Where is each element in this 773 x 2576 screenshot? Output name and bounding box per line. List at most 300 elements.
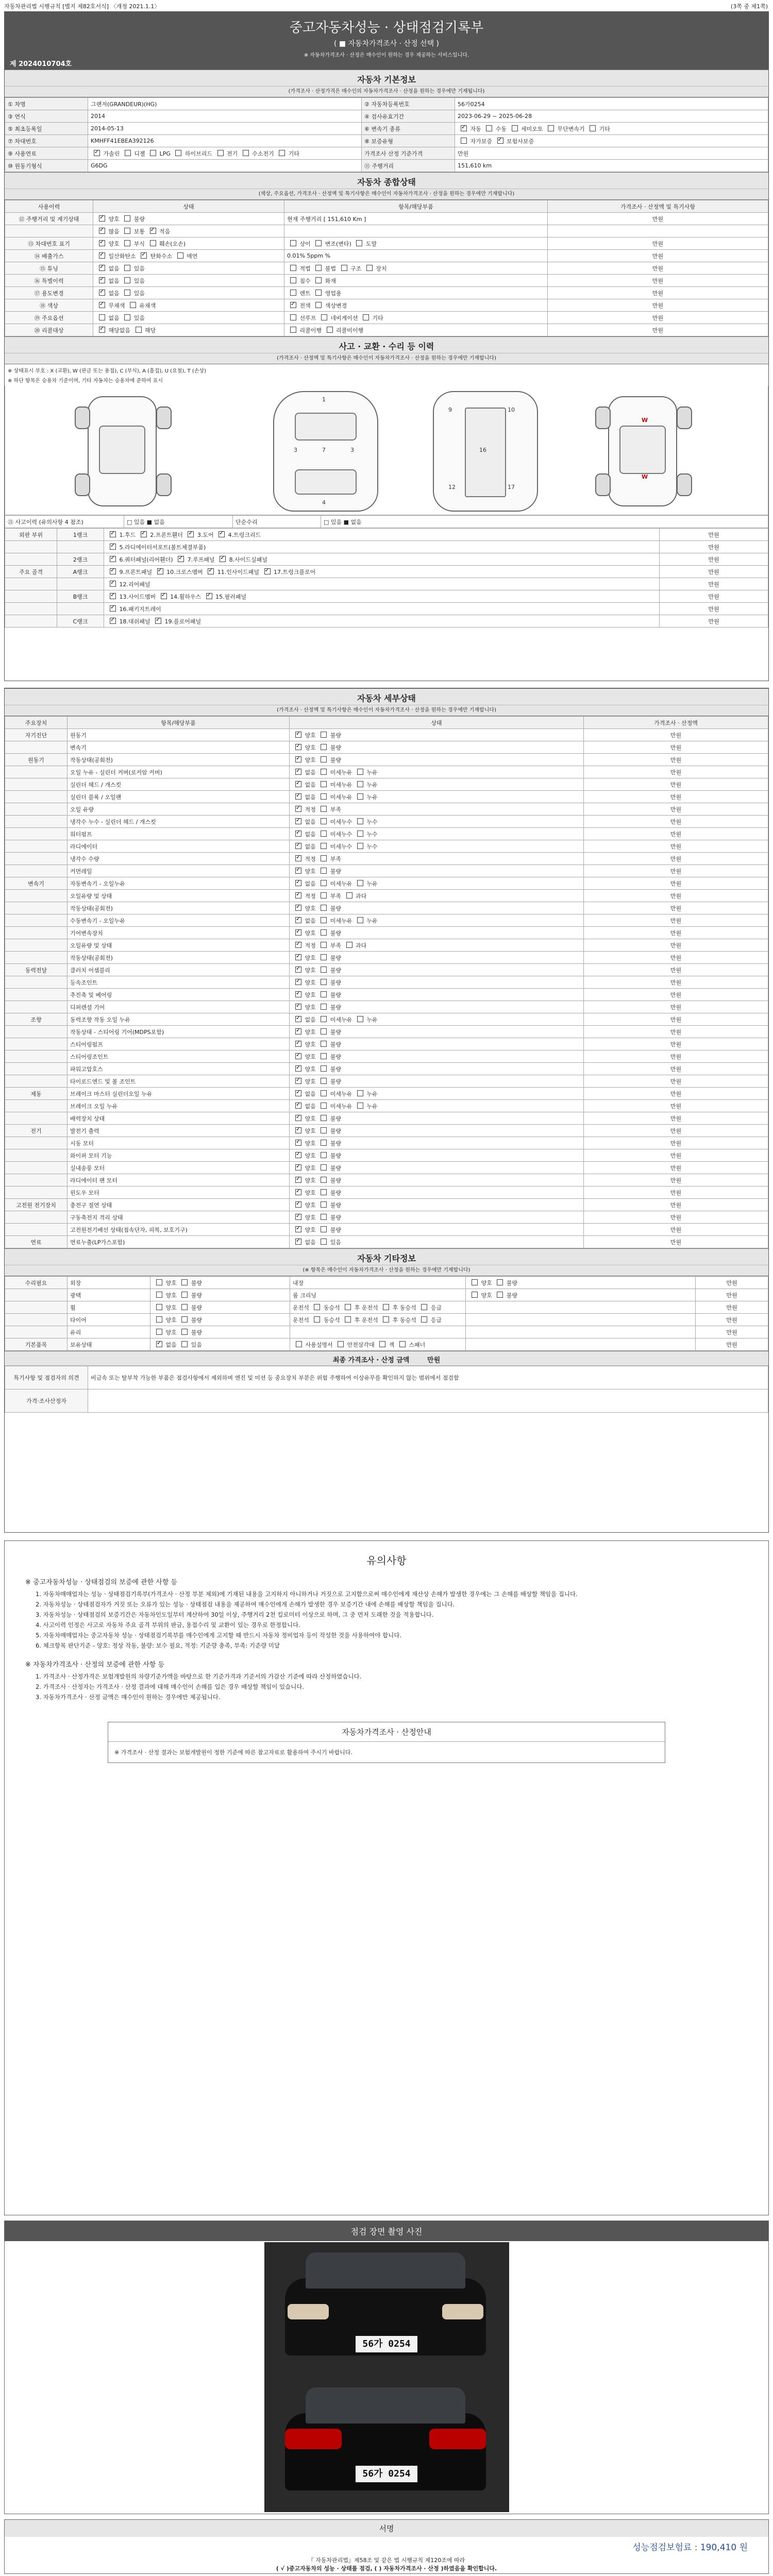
unchecked-box-icon bbox=[321, 979, 327, 985]
checked-box-icon bbox=[295, 929, 301, 936]
accident-legend-2: ※ 하단 항목은 승용차 기준이며, 기타 자동차는 승용차에 준하여 표시 bbox=[8, 378, 163, 384]
unchecked-box-icon bbox=[321, 1177, 327, 1183]
part-group bbox=[5, 553, 57, 566]
unchecked-box-icon bbox=[290, 265, 296, 271]
checked-box-icon bbox=[219, 531, 225, 537]
etc-item: 외장 bbox=[68, 1277, 150, 1289]
detail-row bbox=[5, 890, 768, 902]
title-bar bbox=[5, 12, 768, 70]
overall-item: ⑫ 주행거리 및 계기상태 bbox=[5, 213, 93, 225]
detail-price: 만원 bbox=[584, 1174, 768, 1187]
part-price: 만원 bbox=[660, 553, 768, 566]
part-group bbox=[5, 590, 57, 603]
checked-box-icon bbox=[141, 252, 147, 259]
notice-section bbox=[4, 1540, 769, 2215]
detail-price: 만원 bbox=[584, 729, 768, 741]
detail-row bbox=[5, 816, 768, 828]
etc-row bbox=[5, 1301, 768, 1314]
detail-row bbox=[5, 1013, 768, 1026]
detail-row bbox=[5, 989, 768, 1001]
overall-item: ⑬ 차대번호 표기 bbox=[5, 238, 93, 250]
checked-box-icon bbox=[295, 793, 301, 800]
accident-history-label: ㉑ 사고이력 (유의사항 4 참조) bbox=[5, 516, 124, 528]
checked-box-icon bbox=[295, 979, 301, 985]
detail-part: 워터펌프 bbox=[68, 828, 290, 840]
detail-state: ✓ 양호 불량 bbox=[290, 1149, 584, 1162]
detail-state: ✓ 양호 불량 bbox=[290, 1174, 584, 1187]
part-rank: 1랭크 bbox=[57, 529, 104, 541]
overall-row bbox=[5, 225, 768, 238]
part-rank: B랭크 bbox=[57, 590, 104, 603]
checked-box-icon bbox=[110, 593, 116, 599]
unchecked-box-icon bbox=[321, 967, 327, 973]
detail-row bbox=[5, 877, 768, 890]
checked-box-icon bbox=[295, 1115, 301, 1121]
checked-box-icon bbox=[188, 531, 194, 537]
unchecked-box-icon bbox=[472, 1279, 478, 1285]
detail-device: 자기진단 bbox=[5, 729, 68, 741]
basic-info-row bbox=[5, 160, 768, 172]
detail-price: 만원 bbox=[584, 791, 768, 803]
detail-part: 오일 유량 bbox=[68, 803, 290, 816]
detail-row bbox=[5, 791, 768, 803]
unchecked-box-icon bbox=[124, 228, 130, 234]
overall-price: 만원 bbox=[548, 287, 768, 299]
detail-row bbox=[5, 853, 768, 865]
checked-box-icon bbox=[295, 1053, 301, 1059]
overall-state: ✓ 양호 불량 bbox=[93, 213, 284, 225]
notice-subtitle-2: ※ 자동차가격조사 · 산정의 보증에 관한 사항 등 bbox=[25, 1661, 164, 1669]
detail-device bbox=[5, 890, 68, 902]
detail-part: 브레이크 마스터 실린더오일 누유 bbox=[68, 1088, 290, 1100]
checked-box-icon bbox=[295, 1226, 301, 1232]
detail-part: 실내송풍 모터 bbox=[68, 1162, 290, 1174]
part-price: 만원 bbox=[660, 529, 768, 541]
overall-item: ⑰ 용도변경 bbox=[5, 287, 93, 299]
basic-value: 2014 bbox=[88, 110, 362, 123]
detail-part: 오일 누유 - 실린더 커버(로커암 커버) bbox=[68, 766, 290, 778]
detail-part: 커먼레일 bbox=[68, 865, 290, 877]
detail-row bbox=[5, 1236, 768, 1248]
checked-box-icon bbox=[99, 252, 105, 259]
unchecked-box-icon bbox=[321, 905, 327, 911]
checked-box-icon bbox=[157, 568, 163, 574]
detail-row bbox=[5, 927, 768, 939]
detail-state: ✓ 양호 불량 bbox=[290, 1125, 584, 1137]
detail-price: 만원 bbox=[584, 1088, 768, 1100]
accident-history-value: □ 있음 ■ 없음 bbox=[124, 516, 233, 528]
detail-state: ✓ 없음 미세누수 누수 bbox=[290, 816, 584, 828]
unchecked-box-icon bbox=[341, 265, 347, 271]
detail-price: 만원 bbox=[584, 1050, 768, 1063]
unchecked-box-icon bbox=[136, 327, 142, 333]
etc-item: 보유상태 bbox=[68, 1338, 150, 1351]
part-rank: C랭크 bbox=[57, 615, 104, 628]
unchecked-box-icon bbox=[315, 265, 322, 271]
unchecked-box-icon bbox=[345, 1304, 351, 1310]
etc-price: 만원 bbox=[696, 1289, 768, 1301]
detail-row bbox=[5, 741, 768, 754]
overall-price: 만원 bbox=[548, 324, 768, 336]
detail-row bbox=[5, 828, 768, 840]
detail-price: 만원 bbox=[584, 816, 768, 828]
detail-part: 발전기 출력 bbox=[68, 1125, 290, 1137]
detail-row bbox=[5, 976, 768, 989]
overall-row bbox=[5, 312, 768, 324]
part-rank bbox=[57, 541, 104, 553]
detail-state: ✓ 적정 부족 과다 bbox=[290, 890, 584, 902]
overall-detail: 0.01% 5ppm % bbox=[284, 250, 548, 262]
detail-price: 만원 bbox=[584, 877, 768, 890]
detail-part: 동력조향 작동 오일 누유 bbox=[68, 1013, 290, 1026]
page-two bbox=[4, 688, 769, 1533]
unchecked-box-icon bbox=[296, 1341, 302, 1347]
overall-detail: 선루프 네비게이션 기타 bbox=[284, 312, 548, 324]
detail-part: 등속조인트 bbox=[68, 976, 290, 989]
notice-item: 1. 자동차매매업자는 성능 · 상태점검기록부(가격조사 · 산정 부분 제외)에 기재된 내용을 고지하지 아니하거나 거짓으로 고지함으로써 매수인에게 재산상 손해가 발생한 경우에는 그 손해를 배상할 책임을 집니다. bbox=[36, 1590, 578, 1598]
detail-state: ✓ 양호 불량 bbox=[290, 1001, 584, 1013]
basic-info-row bbox=[5, 147, 768, 160]
unchecked-box-icon bbox=[357, 1016, 363, 1022]
unchecked-box-icon bbox=[177, 252, 183, 259]
part-group bbox=[5, 541, 57, 553]
overall-item: ⑲ 주요옵션 bbox=[5, 312, 93, 324]
checked-box-icon bbox=[295, 1127, 301, 1133]
etc-item-2: 운전석 동승석 후 운전석 후 동승석 응급 bbox=[290, 1301, 466, 1314]
unchecked-box-icon bbox=[383, 1304, 389, 1310]
document-title: 중고자동차성능 · 상태점검기록부 bbox=[289, 20, 484, 36]
detail-row bbox=[5, 1063, 768, 1075]
part-price: 만원 bbox=[660, 590, 768, 603]
detail-device: 전기 bbox=[5, 1125, 68, 1137]
unchecked-box-icon bbox=[356, 240, 362, 246]
signature-heading: 서명 bbox=[5, 2520, 768, 2537]
etc-state: ✓ 없음 있음 bbox=[150, 1338, 290, 1351]
etc-table bbox=[5, 1276, 768, 1351]
checked-box-icon bbox=[110, 531, 116, 537]
unchecked-box-icon bbox=[321, 1103, 327, 1109]
detail-row bbox=[5, 1187, 768, 1199]
detail-part: 작동상태(공회전) bbox=[68, 952, 290, 964]
unchecked-box-icon bbox=[512, 125, 518, 131]
detail-row bbox=[5, 1137, 768, 1149]
unchecked-box-icon bbox=[357, 917, 363, 923]
basic-label: ⑧ 보증유형 bbox=[362, 135, 455, 147]
unchecked-box-icon bbox=[321, 314, 327, 320]
detail-row bbox=[5, 1162, 768, 1174]
detail-device bbox=[5, 828, 68, 840]
unchecked-box-icon bbox=[497, 1292, 503, 1298]
unchecked-box-icon bbox=[321, 1140, 327, 1146]
overall-item: ⑮ 튜닝 bbox=[5, 262, 93, 275]
overall-row bbox=[5, 287, 768, 299]
detail-device bbox=[5, 1149, 68, 1162]
unchecked-box-icon bbox=[156, 1292, 162, 1298]
part-price: 만원 bbox=[660, 578, 768, 590]
detail-row bbox=[5, 840, 768, 853]
detail-column-header: 주요장치 bbox=[5, 717, 68, 729]
etc-item-2: 룸 크리닝 bbox=[290, 1289, 466, 1301]
accident-part-row bbox=[5, 541, 768, 553]
checked-box-icon bbox=[99, 327, 105, 333]
checked-box-icon bbox=[295, 831, 301, 837]
basic-value: 그랜저(GRANDEUR)(HG) bbox=[88, 98, 362, 110]
checked-box-icon bbox=[94, 150, 100, 156]
etc-item-2: 내장 bbox=[290, 1277, 466, 1289]
price-guide-text: ※ 가격조사 · 산정 결과는 보험개발원이 정한 기준에 따른 참고자료로 활용하여 주시기 바랍니다. bbox=[114, 1749, 352, 1756]
detail-part: 오일유량 및 상태 bbox=[68, 939, 290, 952]
detail-device bbox=[5, 1187, 68, 1199]
notice-item-2: 2. 가격조사 · 산정자는 가격조사 · 산정 결과에 대해 매수인이 손해를 입은 경우 배상할 책임이 있습니다. bbox=[36, 1683, 305, 1690]
detail-price: 만원 bbox=[584, 1187, 768, 1199]
unchecked-box-icon bbox=[321, 1004, 327, 1010]
detail-row bbox=[5, 1174, 768, 1187]
detail-device bbox=[5, 902, 68, 914]
unchecked-box-icon bbox=[150, 240, 156, 246]
checked-box-icon bbox=[295, 1004, 301, 1010]
car-left-side-diagram bbox=[88, 396, 157, 506]
basic-info-row bbox=[5, 98, 768, 110]
detail-state: ✓ 양호 불량 bbox=[290, 754, 584, 766]
checked-box-icon bbox=[156, 1341, 162, 1347]
checked-box-icon bbox=[295, 1103, 301, 1109]
unchecked-box-icon bbox=[357, 818, 363, 824]
unchecked-box-icon bbox=[321, 855, 327, 861]
etc-row bbox=[5, 1289, 768, 1301]
basic-label: 가격조사 산정 기준가격 bbox=[362, 147, 455, 160]
detail-table bbox=[5, 716, 768, 1248]
notice-items-2 bbox=[5, 1673, 768, 1701]
overall-state: ✓ 양호 부식 훼손(오손) bbox=[93, 238, 284, 250]
basic-value: 만원 bbox=[455, 147, 768, 160]
overall-detail: 상이 변조(변타) 도말 bbox=[284, 238, 548, 250]
detail-state: ✓ 양호 불량 bbox=[290, 1075, 584, 1088]
checked-box-icon bbox=[295, 756, 301, 762]
detail-price: 만원 bbox=[584, 1125, 768, 1137]
unchecked-box-icon bbox=[357, 843, 363, 849]
detail-device bbox=[5, 1063, 68, 1075]
part-price: 만원 bbox=[660, 615, 768, 628]
detail-state: ✓ 양호 불량 bbox=[290, 741, 584, 754]
detail-part: 라디에이터 팬 모터 bbox=[68, 1174, 290, 1187]
overall-table bbox=[5, 200, 768, 336]
unchecked-box-icon bbox=[321, 868, 327, 874]
price-assessor-label: 가격·조사산정자 bbox=[5, 1389, 88, 1413]
checked-box-icon bbox=[110, 568, 116, 574]
part-rank: A랭크 bbox=[57, 566, 104, 578]
detail-heading: 자동차 세부상태 bbox=[5, 688, 768, 705]
detail-price: 만원 bbox=[584, 964, 768, 976]
part-list: ✓ 6.쿼터패널(리어휀더) ✓ 7.루프패널 ✓ 8.사이드실패널 bbox=[104, 553, 660, 566]
part-rank: 2랭크 bbox=[57, 553, 104, 566]
detail-state: ✓ 적정 부족 bbox=[290, 803, 584, 816]
detail-row bbox=[5, 964, 768, 976]
etc-price: 만원 bbox=[696, 1301, 768, 1314]
detail-price: 만원 bbox=[584, 754, 768, 766]
detail-row bbox=[5, 803, 768, 816]
price-guide-heading: 자동차가격조사 · 산정안내 bbox=[108, 1722, 665, 1742]
etc-item: 타이어 bbox=[68, 1314, 150, 1326]
checked-box-icon bbox=[295, 1090, 301, 1096]
detail-state: ✓ 양호 불량 bbox=[290, 1026, 584, 1038]
unchecked-box-icon bbox=[321, 1214, 327, 1220]
notice-title: 유의사항 bbox=[366, 1554, 407, 1567]
etc-row bbox=[5, 1314, 768, 1326]
detail-price: 만원 bbox=[584, 902, 768, 914]
final-amount-label: 최종 가격조사 · 산정 금액 bbox=[332, 1357, 410, 1364]
basic-label: ⑪ 주행거리 bbox=[362, 160, 455, 172]
opinion-text: 비금속 또는 탈부착 가능한 부품은 점검사항에서 제외하며 엔진 및 미션 등 중요장치 부분은 위험 주행하여 이상유무를 확인하지 않는 범위에서 점검함 bbox=[88, 1366, 768, 1389]
detail-device: 동력전달 bbox=[5, 964, 68, 976]
unchecked-box-icon bbox=[399, 1341, 406, 1347]
detail-device: 제동 bbox=[5, 1088, 68, 1100]
detail-part: 충전구 절연 상태 bbox=[68, 1199, 290, 1211]
unchecked-box-icon bbox=[327, 327, 333, 333]
part-rank bbox=[57, 578, 104, 590]
unchecked-box-icon bbox=[315, 290, 322, 296]
checked-box-icon bbox=[295, 954, 301, 960]
detail-state: ✓ 양호 불량 bbox=[290, 976, 584, 989]
unchecked-box-icon bbox=[321, 1189, 327, 1195]
document-subtitle: ( ■ 자동차가격조사 · 산정 선택 ) bbox=[333, 40, 440, 48]
overall-state: ✓ 해당없음 해당 bbox=[93, 324, 284, 336]
detail-part: 배력장치 상태 bbox=[68, 1112, 290, 1125]
detail-state: ✓ 양호 불량 bbox=[290, 1187, 584, 1199]
unchecked-box-icon bbox=[321, 929, 327, 936]
detail-state: ✓ 없음 있음 bbox=[290, 1236, 584, 1248]
detail-price: 만원 bbox=[584, 1162, 768, 1174]
page-one bbox=[4, 11, 769, 681]
detail-part: 타이로드엔드 및 볼 조인트 bbox=[68, 1075, 290, 1088]
checked-box-icon bbox=[295, 1201, 301, 1208]
basic-label: ② 자동차등록번호 bbox=[362, 98, 455, 110]
detail-state: ✓ 양호 불량 bbox=[290, 1162, 584, 1174]
detail-part: 자동변속기 - 오일누유 bbox=[68, 877, 290, 890]
detail-part: 실린더 헤드 / 개스킷 bbox=[68, 778, 290, 791]
detail-part: 구동축전지 격리 상태 bbox=[68, 1211, 290, 1224]
unchecked-box-icon bbox=[243, 150, 249, 156]
detail-price: 만원 bbox=[584, 865, 768, 877]
car-damage-diagram: 7 3 3 1 4 16 9 10 12 17 W W bbox=[5, 386, 768, 515]
detail-row bbox=[5, 902, 768, 914]
overall-price bbox=[548, 225, 768, 238]
checked-box-icon bbox=[295, 1016, 301, 1022]
overall-row bbox=[5, 262, 768, 275]
checked-box-icon bbox=[141, 531, 147, 537]
detail-price: 만원 bbox=[584, 840, 768, 853]
unchecked-box-icon bbox=[315, 277, 322, 283]
detail-state: ✓ 없음 미세누유 누유 bbox=[290, 791, 584, 803]
checked-box-icon bbox=[295, 1041, 301, 1047]
basic-value: ✓ 가솔린 디젤 LPG 하이브리드 전기 수소전기 기타 bbox=[88, 147, 362, 160]
detail-column-header: 가격조사 · 산정액 bbox=[584, 717, 768, 729]
unchecked-box-icon bbox=[321, 1226, 327, 1232]
detail-state: ✓ 적정 부족 과다 bbox=[290, 939, 584, 952]
etc-item-2: 운전석 동승석 후 운전석 후 동승석 응급 bbox=[290, 1314, 466, 1326]
detail-device bbox=[5, 766, 68, 778]
unchecked-box-icon bbox=[421, 1316, 427, 1323]
part-group bbox=[5, 578, 57, 590]
basic-value: 2014-05-13 bbox=[88, 123, 362, 135]
overall-state: ✓ 없음 있음 bbox=[93, 287, 284, 299]
basic-value: ✓ 자동 수동 세미오토 무단변속기 기타 bbox=[455, 123, 768, 135]
checked-box-icon bbox=[295, 942, 301, 948]
unchecked-box-icon bbox=[357, 793, 363, 800]
front-photo bbox=[264, 2242, 509, 2377]
detail-device bbox=[5, 952, 68, 964]
checked-box-icon bbox=[295, 818, 301, 824]
checked-box-icon bbox=[178, 556, 184, 562]
detail-part: 시동 모터 bbox=[68, 1137, 290, 1149]
notice-item: 3. 자동차성능 · 상태점검의 보증기간은 자동차인도일부터 계산하여 30일 이상, 주행거리 2천 킬로미터 이상으로 하며, 그 중 먼저 도래한 것을 적용합니다. bbox=[36, 1611, 434, 1618]
unchecked-box-icon bbox=[321, 880, 327, 886]
detail-device bbox=[5, 840, 68, 853]
basic-info-row bbox=[5, 135, 768, 147]
etc-state-2: 양호 불량 bbox=[466, 1277, 696, 1289]
unchecked-box-icon bbox=[124, 290, 130, 296]
opinion-table bbox=[5, 1366, 768, 1413]
etc-price: 만원 bbox=[696, 1326, 768, 1338]
etc-note: (※ 항목은 매수인이 자동차가격조사 · 산정을 원하는 경우에만 기재합니다) bbox=[5, 1265, 768, 1276]
etc-group: 수리필요 bbox=[5, 1277, 68, 1289]
checked-box-icon bbox=[295, 806, 301, 812]
detail-device bbox=[5, 1026, 68, 1038]
overall-column-header: 가격조사 · 산정액 및 특기사항 bbox=[548, 200, 768, 213]
unchecked-box-icon bbox=[357, 1090, 363, 1096]
detail-device bbox=[5, 1050, 68, 1063]
overall-item: ⑳ 리콜대상 bbox=[5, 324, 93, 336]
detail-device bbox=[5, 791, 68, 803]
unchecked-box-icon bbox=[346, 892, 352, 899]
opinion-label: 특기사항 및 점검자의 의견 bbox=[5, 1366, 88, 1389]
detail-part: 파워고압호스 bbox=[68, 1063, 290, 1075]
unchecked-box-icon bbox=[497, 1279, 503, 1285]
detail-device bbox=[5, 1075, 68, 1088]
detail-part: 클러치 어셈블리 bbox=[68, 964, 290, 976]
unchecked-box-icon bbox=[321, 1115, 327, 1121]
detail-device: 조향 bbox=[5, 1013, 68, 1026]
part-price: 만원 bbox=[660, 541, 768, 553]
unchecked-box-icon bbox=[175, 150, 181, 156]
unchecked-box-icon bbox=[181, 1341, 188, 1347]
unchecked-box-icon bbox=[321, 1164, 327, 1171]
checked-box-icon bbox=[295, 1214, 301, 1220]
checked-box-icon bbox=[295, 732, 301, 738]
detail-price: 만원 bbox=[584, 952, 768, 964]
overall-price: 만원 bbox=[548, 312, 768, 324]
detail-part: 고전원전기배선 상태(접속단자, 피복, 보호기구) bbox=[68, 1224, 290, 1236]
etc-group bbox=[5, 1326, 68, 1338]
checked-box-icon bbox=[295, 1065, 301, 1072]
overall-row bbox=[5, 213, 768, 225]
checked-box-icon bbox=[295, 855, 301, 861]
detail-state: ✓ 양호 불량 bbox=[290, 989, 584, 1001]
detail-device bbox=[5, 1038, 68, 1050]
detail-part: 스티어링조인트 bbox=[68, 1050, 290, 1063]
checked-box-icon bbox=[99, 228, 105, 234]
accident-parts-table bbox=[5, 528, 768, 628]
detail-state: ✓ 양호 불량 bbox=[290, 1050, 584, 1063]
checked-box-icon bbox=[461, 125, 467, 131]
overall-item: ⑱ 색상 bbox=[5, 299, 93, 312]
basic-value: 2023-06-29 ~ 2025-06-28 bbox=[455, 110, 768, 123]
detail-row bbox=[5, 1112, 768, 1125]
detail-row bbox=[5, 1026, 768, 1038]
part-group bbox=[5, 615, 57, 628]
unchecked-box-icon bbox=[321, 818, 327, 824]
unchecked-box-icon bbox=[321, 1239, 327, 1245]
overall-detail: 현재 주행거리 [ 151,610 Km ] bbox=[284, 213, 548, 225]
